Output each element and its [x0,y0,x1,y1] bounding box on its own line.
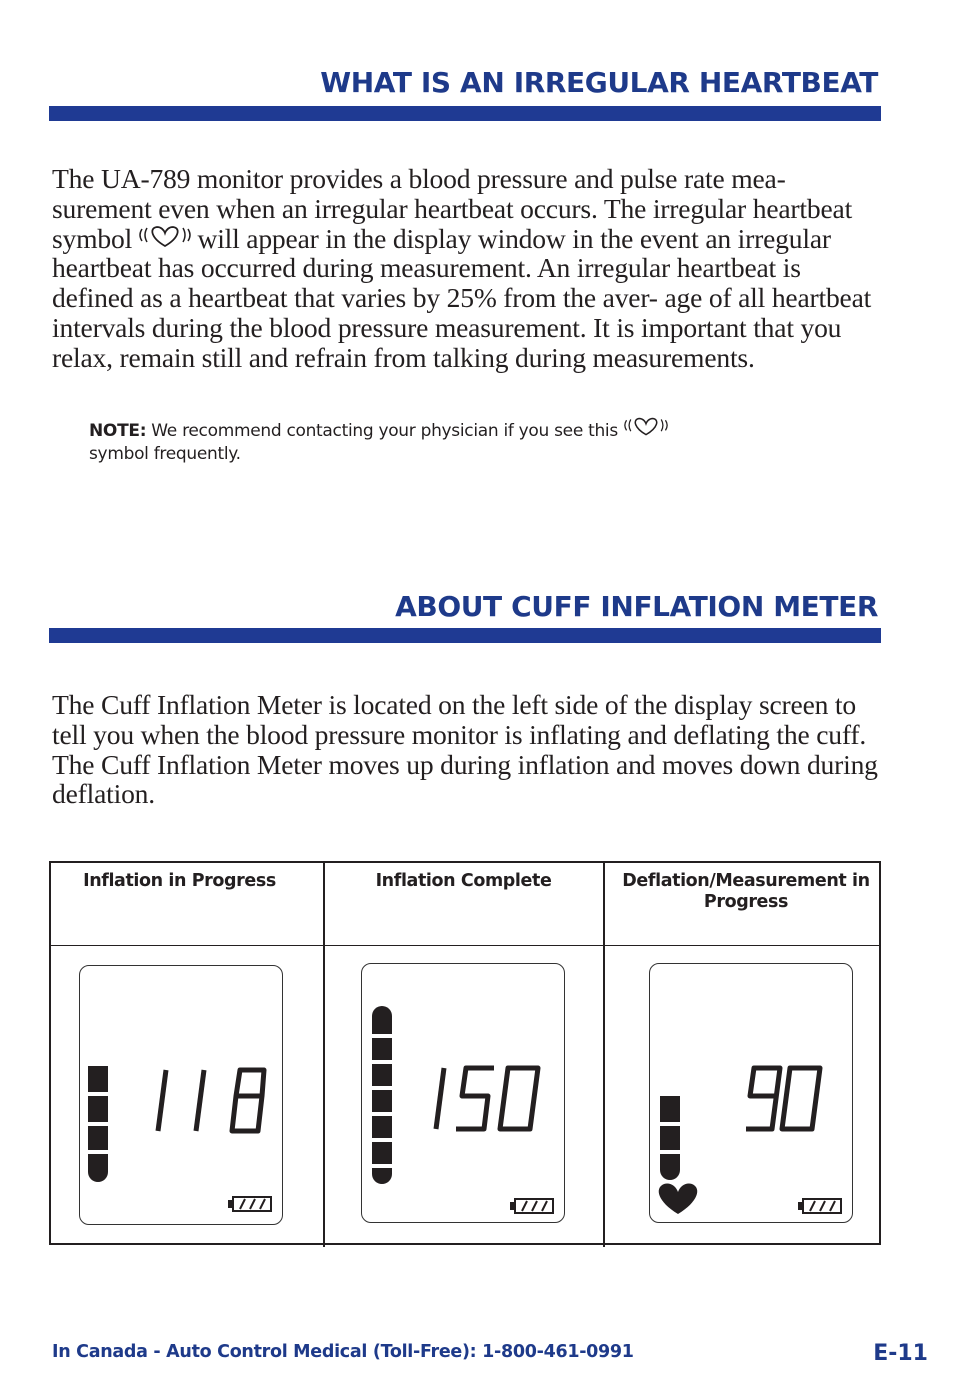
battery-icon [228,1197,271,1211]
lcd-display-2 [361,963,565,1223]
row-divider [51,945,881,946]
paragraph-text: The Cuff Inflation Meter is located on the left side of the display screen to tell you when the blood pressure monitor is inflating and deflating the cuff. The Cuff Inflation Meter moves up during inflation and moves down during deflation. [52,689,878,810]
note-text: symbol frequently. [89,444,241,464]
paragraph-text: will appear in the display window in the event an irregular heartbeat has occurred during measurement. An irregular heartbeat is defined as a heartbeat that varies by 25% from the aver- age of all heartbeat intervals during the blood pressure measurement. It is important that you relax, remain still and refrain from talking during measurements. [52,222,872,373]
section-heading-irregular-heartbeat: WHAT IS AN IRREGULAR HEARTBEAT [320,66,878,99]
footer-contact: In Canada - Auto Control Medical (Toll-Free): 1-800-461-0991 [52,1342,634,1362]
irregular-heartbeat-icon [139,224,191,250]
lcd-graphic [80,966,284,1226]
column-divider [603,863,605,1247]
section-rule [49,106,881,121]
irregular-heartbeat-icon [623,416,669,438]
section-rule [49,628,881,643]
header-deflation: Deflation/Measurement in Progress [622,871,870,912]
battery-icon [798,1199,841,1213]
lcd-graphic [650,964,854,1224]
lcd-display-1 [79,965,283,1225]
header-inflation-in-progress: Inflation in Progress [83,871,276,891]
cuff-meter [660,1096,680,1180]
reading-digits [746,1068,820,1129]
lcd-display-3 [649,963,853,1223]
section-heading-cuff-inflation: ABOUT CUFF INFLATION METER [395,590,878,623]
header-inflation-complete: Inflation Complete [375,871,552,891]
cuff-meter-table [49,861,881,1245]
cuff-inflation-paragraph [52,690,882,809]
note-text: We recommend contacting your physician if you see this [146,421,624,441]
reading-digits [436,1068,538,1129]
battery-icon [510,1199,553,1213]
cuff-meter [372,1006,392,1184]
cuff-meter [88,1066,108,1182]
column-divider [323,863,325,1247]
reading-value: 90 [650,964,651,965]
reading-value: 150 [362,964,364,965]
paragraph-text: The UA-789 monitor provides a blood pressure and pulse rate mea- surement even when an irregular heartbeat occurs. The irregular heartbeat symbol [52,163,853,254]
irregular-heartbeat-paragraph [52,164,882,373]
heart-icon [659,1183,698,1214]
reading-value: 118 [80,966,82,967]
page-number: E-11 [873,1341,928,1366]
lcd-graphic [362,964,566,1224]
note-label: NOTE: [89,421,147,441]
reading-digits [158,1070,264,1131]
note [89,416,729,466]
